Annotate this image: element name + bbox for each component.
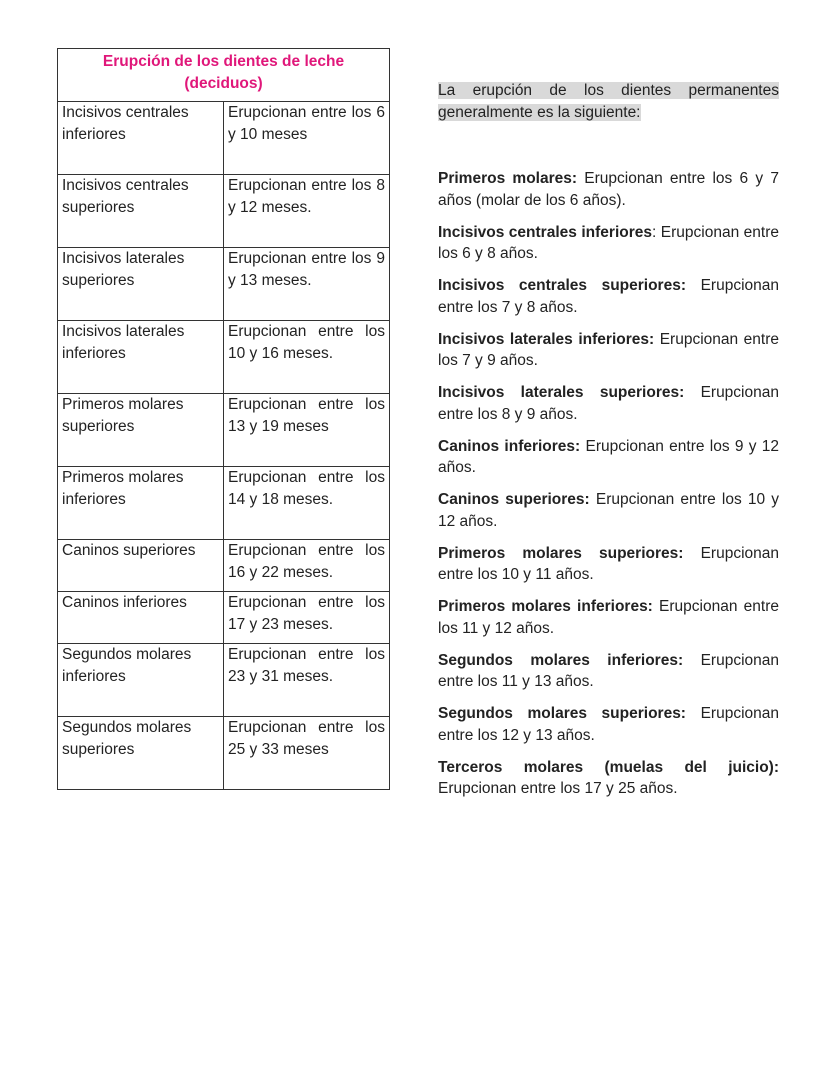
item-text: Erupcionan entre los 6 y 7 años (molar de los 6 años). bbox=[438, 170, 779, 209]
tooth-cell: Incisivos laterales superiores bbox=[58, 248, 224, 321]
item-label: Primeros molares: bbox=[438, 170, 578, 187]
item-label: Primeros molares superiores: bbox=[438, 544, 684, 562]
tooth-cell: Incisivos centrales superiores bbox=[58, 175, 224, 248]
item-label: Caninos superiores: bbox=[438, 491, 590, 508]
item-text: Erupcionan entre los 17 y 25 años. bbox=[438, 780, 678, 797]
item-text: Erupcionan entre los 11 y 13 años. bbox=[438, 651, 779, 690]
list-item bbox=[438, 489, 779, 532]
eruption-cell: Erupcionan entre los 23 y 31 meses. bbox=[224, 644, 390, 717]
deciduous-teeth-table-container bbox=[57, 48, 390, 790]
item-label: Incisivos centrales inferiores bbox=[438, 223, 652, 241]
eruption-cell: Erupcionan entre los 14 y 18 meses. bbox=[224, 467, 390, 540]
table-row bbox=[58, 717, 390, 790]
item-label: Primeros molares inferiores: bbox=[438, 598, 653, 615]
tooth-cell: Caninos superiores bbox=[58, 540, 224, 592]
list-item bbox=[438, 329, 779, 372]
table-row bbox=[58, 321, 390, 394]
eruption-cell: Erupcionan entre los 8 y 12 meses. bbox=[224, 175, 390, 248]
tooth-cell: Caninos inferiores bbox=[58, 592, 224, 644]
eruption-cell: Erupcionan entre los 17 y 23 meses. bbox=[224, 592, 390, 644]
tooth-cell: Segundos molares inferiores bbox=[58, 644, 224, 717]
item-text: : Erupcionan entre los 6 y 8 años. bbox=[438, 223, 779, 262]
item-text: Erupcionan entre los 9 y 12 años. bbox=[438, 437, 779, 476]
table-row bbox=[58, 467, 390, 540]
table-row bbox=[58, 102, 390, 175]
list-item bbox=[438, 650, 779, 693]
item-text: Erupcionan entre los 8 y 9 años. bbox=[438, 384, 779, 423]
item-label: Incisivos laterales superiores: bbox=[438, 384, 685, 401]
eruption-cell: Erupcionan entre los 6 y 10 meses bbox=[224, 102, 390, 175]
table-row bbox=[58, 175, 390, 248]
item-label: Incisivos centrales superiores: bbox=[438, 277, 686, 294]
list-item bbox=[438, 382, 779, 425]
list-item bbox=[438, 757, 779, 800]
item-label: Incisivos laterales inferiores: bbox=[438, 330, 655, 348]
list-item bbox=[438, 703, 779, 746]
deciduous-teeth-table bbox=[57, 48, 390, 790]
permanent-intro bbox=[438, 80, 779, 123]
item-text: Erupcionan entre los 7 y 9 años. bbox=[438, 330, 780, 369]
tooth-cell: Primeros molares inferiores bbox=[58, 467, 224, 540]
item-text: Erupcionan entre los 10 y 11 años. bbox=[438, 544, 779, 583]
tooth-cell: Incisivos laterales inferiores bbox=[58, 321, 224, 394]
item-text: Erupcionan entre los 10 y 12 años. bbox=[438, 491, 779, 530]
permanent-teeth-list bbox=[438, 168, 779, 800]
item-label: Caninos inferiores: bbox=[438, 437, 581, 455]
list-item bbox=[438, 222, 779, 265]
permanent-teeth-section bbox=[438, 80, 779, 810]
item-text: Erupcionan entre los 12 y 13 años. bbox=[438, 705, 779, 744]
list-item bbox=[438, 596, 779, 639]
item-label: Terceros molares (muelas del juicio): bbox=[438, 758, 779, 776]
item-text: Erupcionan entre los 7 y 8 años. bbox=[438, 277, 779, 316]
eruption-cell: Erupcionan entre los 16 y 22 meses. bbox=[224, 540, 390, 592]
table-row bbox=[58, 394, 390, 467]
eruption-cell: Erupcionan entre los 10 y 16 meses. bbox=[224, 321, 390, 394]
item-label: Segundos molares superiores: bbox=[438, 705, 686, 722]
list-item bbox=[438, 275, 779, 318]
table-row bbox=[58, 644, 390, 717]
item-text: Erupcionan entre los 11 y 12 años. bbox=[438, 598, 780, 637]
eruption-cell: Erupcionan entre los 9 y 13 meses. bbox=[224, 248, 390, 321]
list-item bbox=[438, 543, 779, 586]
eruption-cell: Erupcionan entre los 25 y 33 meses bbox=[224, 717, 390, 790]
table-header-row bbox=[58, 49, 390, 102]
eruption-cell: Erupcionan entre los 13 y 19 meses bbox=[224, 394, 390, 467]
table-row bbox=[58, 540, 390, 592]
item-label: Segundos molares inferiores: bbox=[438, 651, 684, 669]
list-item bbox=[438, 168, 779, 211]
highlighted-intro-text: La erupción de los dientes permanentes generalmente es la siguiente: bbox=[438, 82, 779, 121]
tooth-cell: Segundos molares superiores bbox=[58, 717, 224, 790]
tooth-cell: Incisivos centrales inferiores bbox=[58, 102, 224, 175]
table-row bbox=[58, 592, 390, 644]
table-header: Erupción de los dientes de leche (deciduos) bbox=[58, 49, 390, 102]
list-item bbox=[438, 436, 779, 479]
table-row bbox=[58, 248, 390, 321]
tooth-cell: Primeros molares superiores bbox=[58, 394, 224, 467]
